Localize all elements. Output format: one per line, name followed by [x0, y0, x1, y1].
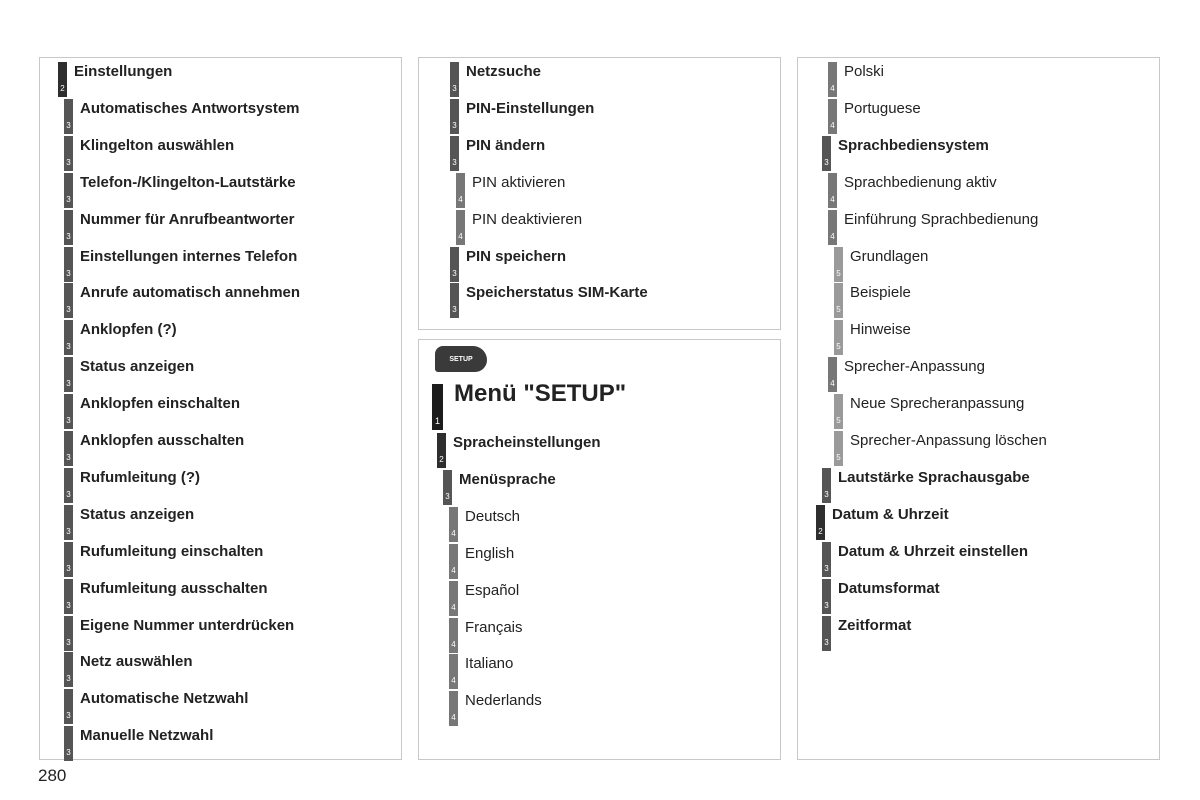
menu-item	[419, 99, 780, 136]
menu-item-label: Lautstärke Sprachausgabe	[838, 468, 1030, 486]
menu-item-label: Neue Sprecheranpassung	[850, 395, 1025, 413]
level-tag: 4	[828, 99, 837, 134]
level-tag: 4	[449, 507, 458, 542]
menu-item	[40, 99, 401, 136]
level-tag: 5	[834, 320, 843, 355]
menu-item	[40, 247, 401, 284]
setup-icon-label: SETUP	[449, 355, 473, 363]
menu-item-label: Manuelle Netzwahl	[80, 727, 214, 745]
level-tag: 4	[456, 173, 465, 208]
menu-item	[40, 210, 401, 247]
menu-item-label: Grundlagen	[850, 247, 929, 265]
menu-item-label: Sprachbediensystem	[838, 136, 989, 154]
level-tag: 4	[828, 62, 837, 97]
menu-title: Menü "SETUP"	[454, 380, 627, 407]
menu-item-label: Deutsch	[465, 507, 521, 525]
level-tag: 3	[822, 136, 831, 171]
level-tag: 3	[64, 579, 73, 614]
menu-item	[40, 394, 401, 431]
menu-item	[798, 468, 1159, 505]
level-tag: 3	[64, 247, 73, 282]
level-tag: 4	[456, 210, 465, 245]
menu-item-label: Menüsprache	[459, 470, 556, 488]
level-tag: 3	[450, 62, 459, 97]
level-tag: 2	[437, 433, 446, 468]
menu-item-label: Sprecher-Anpassung	[844, 358, 985, 376]
menu-item-label: Rufumleitung (?)	[80, 468, 200, 486]
menu-item-label: Anrufe automatisch annehmen	[80, 284, 301, 302]
menu-item-label: PIN speichern	[466, 247, 567, 265]
menu-item-label: Zeitformat	[838, 616, 912, 634]
level-tag: 3	[450, 99, 459, 134]
level-tag: 3	[64, 394, 73, 429]
panel-telephone-settings	[39, 57, 402, 760]
menu-item	[419, 283, 780, 320]
menu-item	[798, 247, 1159, 284]
menu-item-label: Eigene Nummer unterdrücken	[80, 616, 295, 634]
menu-item	[798, 505, 1159, 542]
menu-item-label: Datum & Uhrzeit einstellen	[838, 542, 1029, 560]
menu-item-label: Rufumleitung einschalten	[80, 542, 264, 560]
menu-item	[40, 616, 401, 653]
menu-item	[419, 691, 780, 728]
level-tag: 3	[64, 283, 73, 318]
menu-item	[798, 136, 1159, 173]
menu-item-label: Français	[465, 618, 523, 636]
menu-item-label: Einstellungen internes Telefon	[80, 247, 298, 265]
menu-item	[798, 62, 1159, 99]
menu-item-label: Rufumleitung ausschalten	[80, 579, 268, 597]
menu-item	[419, 507, 780, 544]
menu-item-label: Anklopfen einschalten	[80, 395, 241, 413]
menu-item	[419, 618, 780, 655]
menu-item	[798, 579, 1159, 616]
menu-item-label: Netzsuche	[466, 63, 542, 80]
level-tag: 3	[64, 542, 73, 577]
menu-item	[40, 320, 401, 357]
menu-item-label: Speicherstatus SIM-Karte	[466, 284, 648, 302]
menu-item	[798, 99, 1159, 136]
menu-item	[40, 136, 401, 173]
menu-item-label: Netz auswählen	[80, 653, 193, 671]
menu-item-label: Einführung Sprachbedienung	[844, 210, 1039, 228]
level-tag: 3	[822, 616, 831, 651]
level-tag: 5	[834, 247, 843, 282]
menu-item-label: Klingelton auswählen	[80, 136, 235, 154]
menu-item-label: Einstellungen	[74, 63, 173, 80]
level-tag: 3	[822, 468, 831, 503]
level-tag: 4	[828, 210, 837, 245]
menu-item	[798, 394, 1159, 431]
level-tag: 3	[64, 689, 73, 724]
menu-item	[419, 210, 780, 247]
level-tag: 4	[449, 581, 458, 616]
level-tag: 3	[64, 99, 73, 134]
menu-item	[798, 542, 1159, 579]
level-tag: 2	[816, 505, 825, 540]
menu-item	[40, 357, 401, 394]
panel-setup-menu	[418, 339, 781, 760]
menu-item-label: Sprachbedienung aktiv	[844, 173, 997, 191]
menu-item-label: Spracheinstellungen	[453, 434, 601, 451]
level-tag: 4	[449, 618, 458, 653]
menu-item-label: Sprecher-Anpassung löschen	[850, 432, 1047, 449]
level-tag: 3	[450, 136, 459, 171]
menu-item	[40, 726, 401, 763]
level-tag: 3	[450, 283, 459, 318]
menu-item	[798, 210, 1159, 247]
level-tag: 4	[449, 654, 458, 689]
level-tag: 4	[449, 544, 458, 579]
menu-item-label: Status anzeigen	[80, 358, 195, 376]
level-tag: 5	[834, 394, 843, 429]
panel-sim-settings	[418, 57, 781, 330]
menu-item	[40, 542, 401, 579]
level-tag: 3	[443, 470, 452, 505]
level-tag: 3	[64, 726, 73, 761]
menu-item-label: Polski	[844, 63, 885, 80]
menu-item-label: Beispiele	[850, 284, 911, 302]
menu-item	[40, 689, 401, 726]
level-tag: 3	[64, 616, 73, 651]
menu-item	[419, 470, 780, 507]
menu-item-label: Telefon-/Klingelton-Lautstärke	[80, 173, 296, 191]
menu-item-label: Datumsformat	[838, 579, 940, 597]
menu-item-label: Automatisches Antwortsystem	[80, 99, 300, 117]
level-tag: 3	[64, 173, 73, 208]
menu-item	[798, 431, 1159, 468]
level-tag: 3	[64, 320, 73, 355]
menu-item	[419, 544, 780, 581]
menu-item	[798, 616, 1159, 653]
menu-item	[419, 136, 780, 173]
menu-item	[419, 654, 780, 691]
level-tag: 3	[64, 652, 73, 687]
menu-item-label: Portuguese	[844, 99, 921, 117]
menu-item	[40, 173, 401, 210]
menu-item	[40, 579, 401, 616]
menu-item	[40, 468, 401, 505]
level-tag: 3	[64, 136, 73, 171]
menu-item	[419, 247, 780, 284]
page-number: 280	[38, 766, 67, 785]
menu-item-label: Status anzeigen	[80, 505, 195, 523]
level-tag: 3	[64, 431, 73, 466]
level-tag: 2	[58, 62, 67, 97]
menu-item	[40, 62, 401, 99]
menu-item-label: English	[465, 544, 515, 562]
menu-item	[40, 283, 401, 320]
menu-item-label: Hinweise	[850, 321, 911, 339]
level-tag: 4	[449, 691, 458, 726]
menu-title-row	[419, 380, 780, 426]
menu-item-label: PIN deaktivieren	[472, 210, 583, 228]
level-tag: 3	[64, 357, 73, 392]
menu-item-label: PIN-Einstellungen	[466, 99, 595, 117]
menu-item-label: Datum & Uhrzeit	[832, 505, 949, 523]
menu-item-label: Anklopfen (?)	[80, 321, 177, 339]
menu-item	[798, 173, 1159, 210]
menu-item	[419, 173, 780, 210]
menu-item	[419, 433, 780, 470]
menu-item	[40, 431, 401, 468]
menu-item	[798, 283, 1159, 320]
level-tag: 1	[432, 384, 443, 430]
level-tag: 4	[828, 357, 837, 392]
menu-item-label: Italiano	[465, 655, 514, 673]
menu-item-label: Nederlands	[465, 692, 542, 710]
level-tag: 3	[822, 542, 831, 577]
setup-button-icon	[435, 346, 487, 372]
menu-item-label: Anklopfen ausschalten	[80, 432, 245, 449]
menu-item-label: PIN ändern	[466, 136, 546, 154]
menu-item	[419, 581, 780, 618]
level-tag: 3	[822, 579, 831, 614]
menu-item	[798, 357, 1159, 394]
menu-item	[798, 320, 1159, 357]
menu-item-label: Automatische Netzwahl	[80, 690, 249, 708]
level-tag: 3	[64, 505, 73, 540]
level-tag: 3	[64, 468, 73, 503]
menu-item	[40, 652, 401, 689]
level-tag: 3	[450, 247, 459, 282]
menu-item-label: Nummer für Anrufbeantworter	[80, 210, 295, 228]
level-tag: 3	[64, 210, 73, 245]
menu-item	[419, 62, 780, 99]
menu-item	[40, 505, 401, 542]
level-tag: 4	[828, 173, 837, 208]
level-tag: 5	[834, 431, 843, 466]
menu-item-label: Español	[465, 581, 520, 599]
panel-voice-date-settings	[797, 57, 1160, 760]
menu-item-label: PIN aktivieren	[472, 173, 566, 191]
level-tag: 5	[834, 283, 843, 318]
